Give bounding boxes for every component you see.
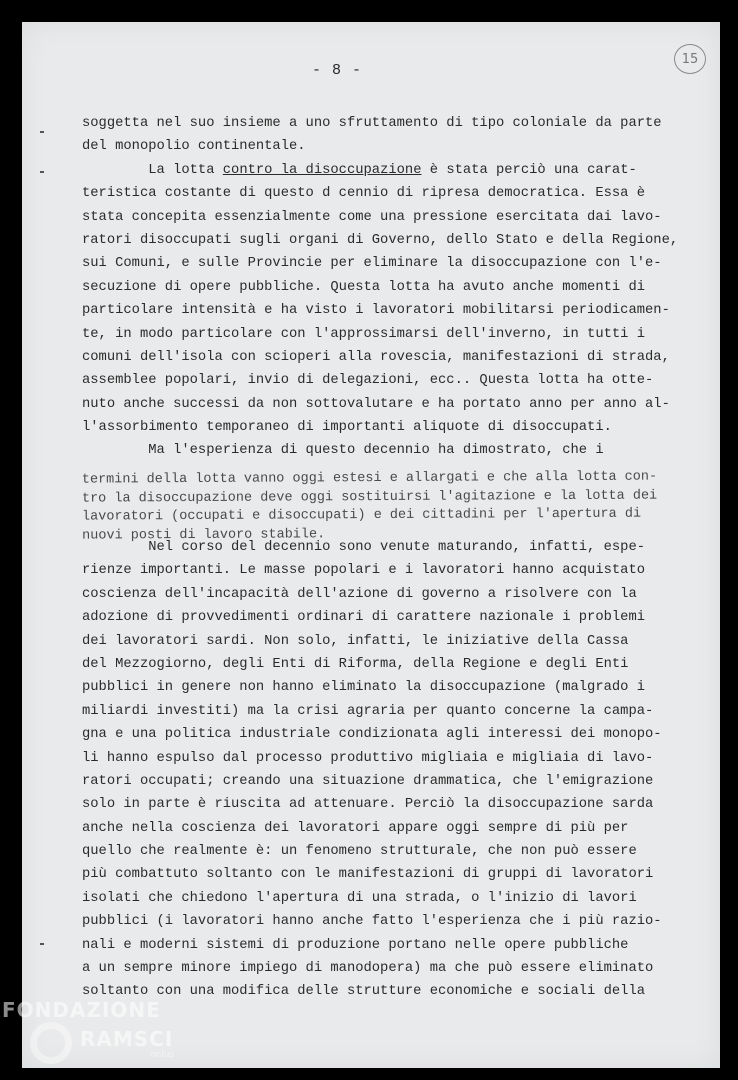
text-line: sui Comuni, e sulle Provincie per eliminare la disoccupazione con l'e- bbox=[82, 256, 662, 272]
text-line: quello che realmente è: un fenomeno strutturale, che non può essere bbox=[82, 844, 637, 860]
text-block-top bbox=[82, 112, 682, 463]
text-line: lavoratori (occupati e disoccupati) e dei cittadini per l'apertura di bbox=[82, 506, 642, 525]
text-line: soggetta nel suo insieme a uno sfruttamento di tipo coloniale da parte bbox=[82, 116, 662, 131]
text-line: soltanto con una modifica delle strutture economiche e sociali della bbox=[82, 984, 646, 1000]
text-line: pubblici in genere non hanno eliminato la disoccupazione (malgrado i bbox=[82, 680, 646, 696]
text-line: te, in modo particolare con l'approssimarsi dell'inverno, in tutti i bbox=[82, 326, 646, 342]
text-line: più combattuto soltanto con le manifestazioni di gruppi di lavoratori bbox=[82, 867, 654, 883]
text-fragment: è stata perciò una carat- bbox=[421, 162, 637, 178]
text-line: gna e una politica industriale condizionata agli interessi dei monopo- bbox=[82, 727, 662, 743]
text-fragment: La lotta bbox=[82, 162, 223, 178]
text-line: pubblici (i lavoratori hanno anche fatto l'esperienza che i più razio- bbox=[82, 914, 662, 930]
text-line: solo in parte è riuscita ad attenuare. Perciò la disoccupazione sarda bbox=[82, 797, 654, 813]
text-line: miliardi investiti) ma la crisi agraria per quanto concerne la campa- bbox=[82, 703, 654, 719]
page-number: - 8 - bbox=[312, 62, 363, 79]
text-line: particolare intensità e ha visto i lavoratori mobilitarsi periodicamen- bbox=[82, 303, 670, 319]
text-line: ratori disoccupati sugli organi di Governo, dello Stato e della Regione, bbox=[82, 232, 679, 248]
text-line: tro la disoccupazione deve oggi sostituirsi l'agitazione e la lotta dei bbox=[81, 488, 658, 507]
text-line: ratori occupati; creando una situazione drammatica, che l'emigrazione bbox=[82, 773, 654, 789]
text-line: nuovi posti di lavoro stabile. bbox=[82, 527, 326, 544]
watermark-line1: FONDAZIONE bbox=[2, 998, 161, 1022]
text-line: a un sempre minore impiego di manodopera) ma che può essere eliminato bbox=[82, 961, 654, 977]
text-line: comuni dell'isola con scioperi alla rovescia, manifestazioni di strada, bbox=[82, 349, 670, 365]
text-line: del monopolio continentale. bbox=[82, 139, 306, 155]
text-line: l'assorbimento temporaneo di importanti aliquote di disoccupati. bbox=[82, 420, 612, 436]
text-line: rienze importanti. Le masse popolari e i lavoratori hanno acquistato bbox=[82, 563, 646, 579]
text-line: isolati che chiedono l'apertura di una strada, o l'inizio di lavori bbox=[82, 890, 637, 906]
watermark-sub: onlus bbox=[150, 1050, 175, 1060]
text-line: anche nella coscienza dei lavoratori appare oggi sempre di più per bbox=[82, 820, 629, 836]
watermark-g-icon bbox=[30, 1022, 72, 1064]
text-block-bottom bbox=[82, 536, 682, 1004]
text-line: termini della lotta vanno oggi estesi e allargati e che alla lotta con- bbox=[81, 469, 658, 488]
text-line: teristica costante di questo d cennio di ripresa democratica. Essa è bbox=[82, 186, 646, 202]
text-line: stata concepita essenzialmente come una pressione esercitata dai lavo- bbox=[82, 209, 662, 225]
text-line: nuto anche successi da non sottovalutare e ha portato anno per anno al- bbox=[82, 396, 670, 412]
text-line: li hanno espulso dal processo produttivo migliaia e migliaia di lavo- bbox=[82, 750, 654, 766]
annotation-number: 15 bbox=[681, 51, 699, 67]
text-line: Ma l'esperienza di questo decennio ha dimostrato, che i bbox=[82, 443, 604, 459]
text-line: coscienza dell'incapacità dell'azione di governo a risolvere con la bbox=[82, 586, 637, 602]
text-line: Nel corso del decennio sono venute maturando, infatti, espe- bbox=[82, 540, 646, 555]
pasted-insert-block bbox=[82, 468, 682, 546]
margin-mark bbox=[40, 943, 44, 945]
text-line: adozione di provvedimenti ordinari di carattere nazionale i problemi bbox=[82, 610, 646, 626]
text-line: nali e moderni sistemi di produzione portano nelle opere pubbliche bbox=[82, 937, 629, 953]
text-line: secuzione di opere pubbliche. Questa lotta ha avuto anche momenti di bbox=[82, 279, 646, 295]
margin-mark bbox=[40, 131, 44, 133]
text-line: dei lavoratori sardi. Non solo, infatti, le iniziative della Cassa bbox=[82, 633, 629, 649]
text-line: del Mezzogiorno, degli Enti di Riforma, della Regione e degli Enti bbox=[82, 656, 629, 672]
text-line: assemblee popolari, invio di delegazioni, ecc.. Questa lotta ha otte- bbox=[82, 373, 654, 389]
page-annotation-circle bbox=[674, 44, 706, 74]
text-line-heading bbox=[82, 159, 682, 182]
underlined-phrase: contro la disoccupazione bbox=[222, 162, 422, 178]
watermark-line2: RAMSCI bbox=[80, 1027, 174, 1051]
margin-mark bbox=[40, 171, 44, 173]
